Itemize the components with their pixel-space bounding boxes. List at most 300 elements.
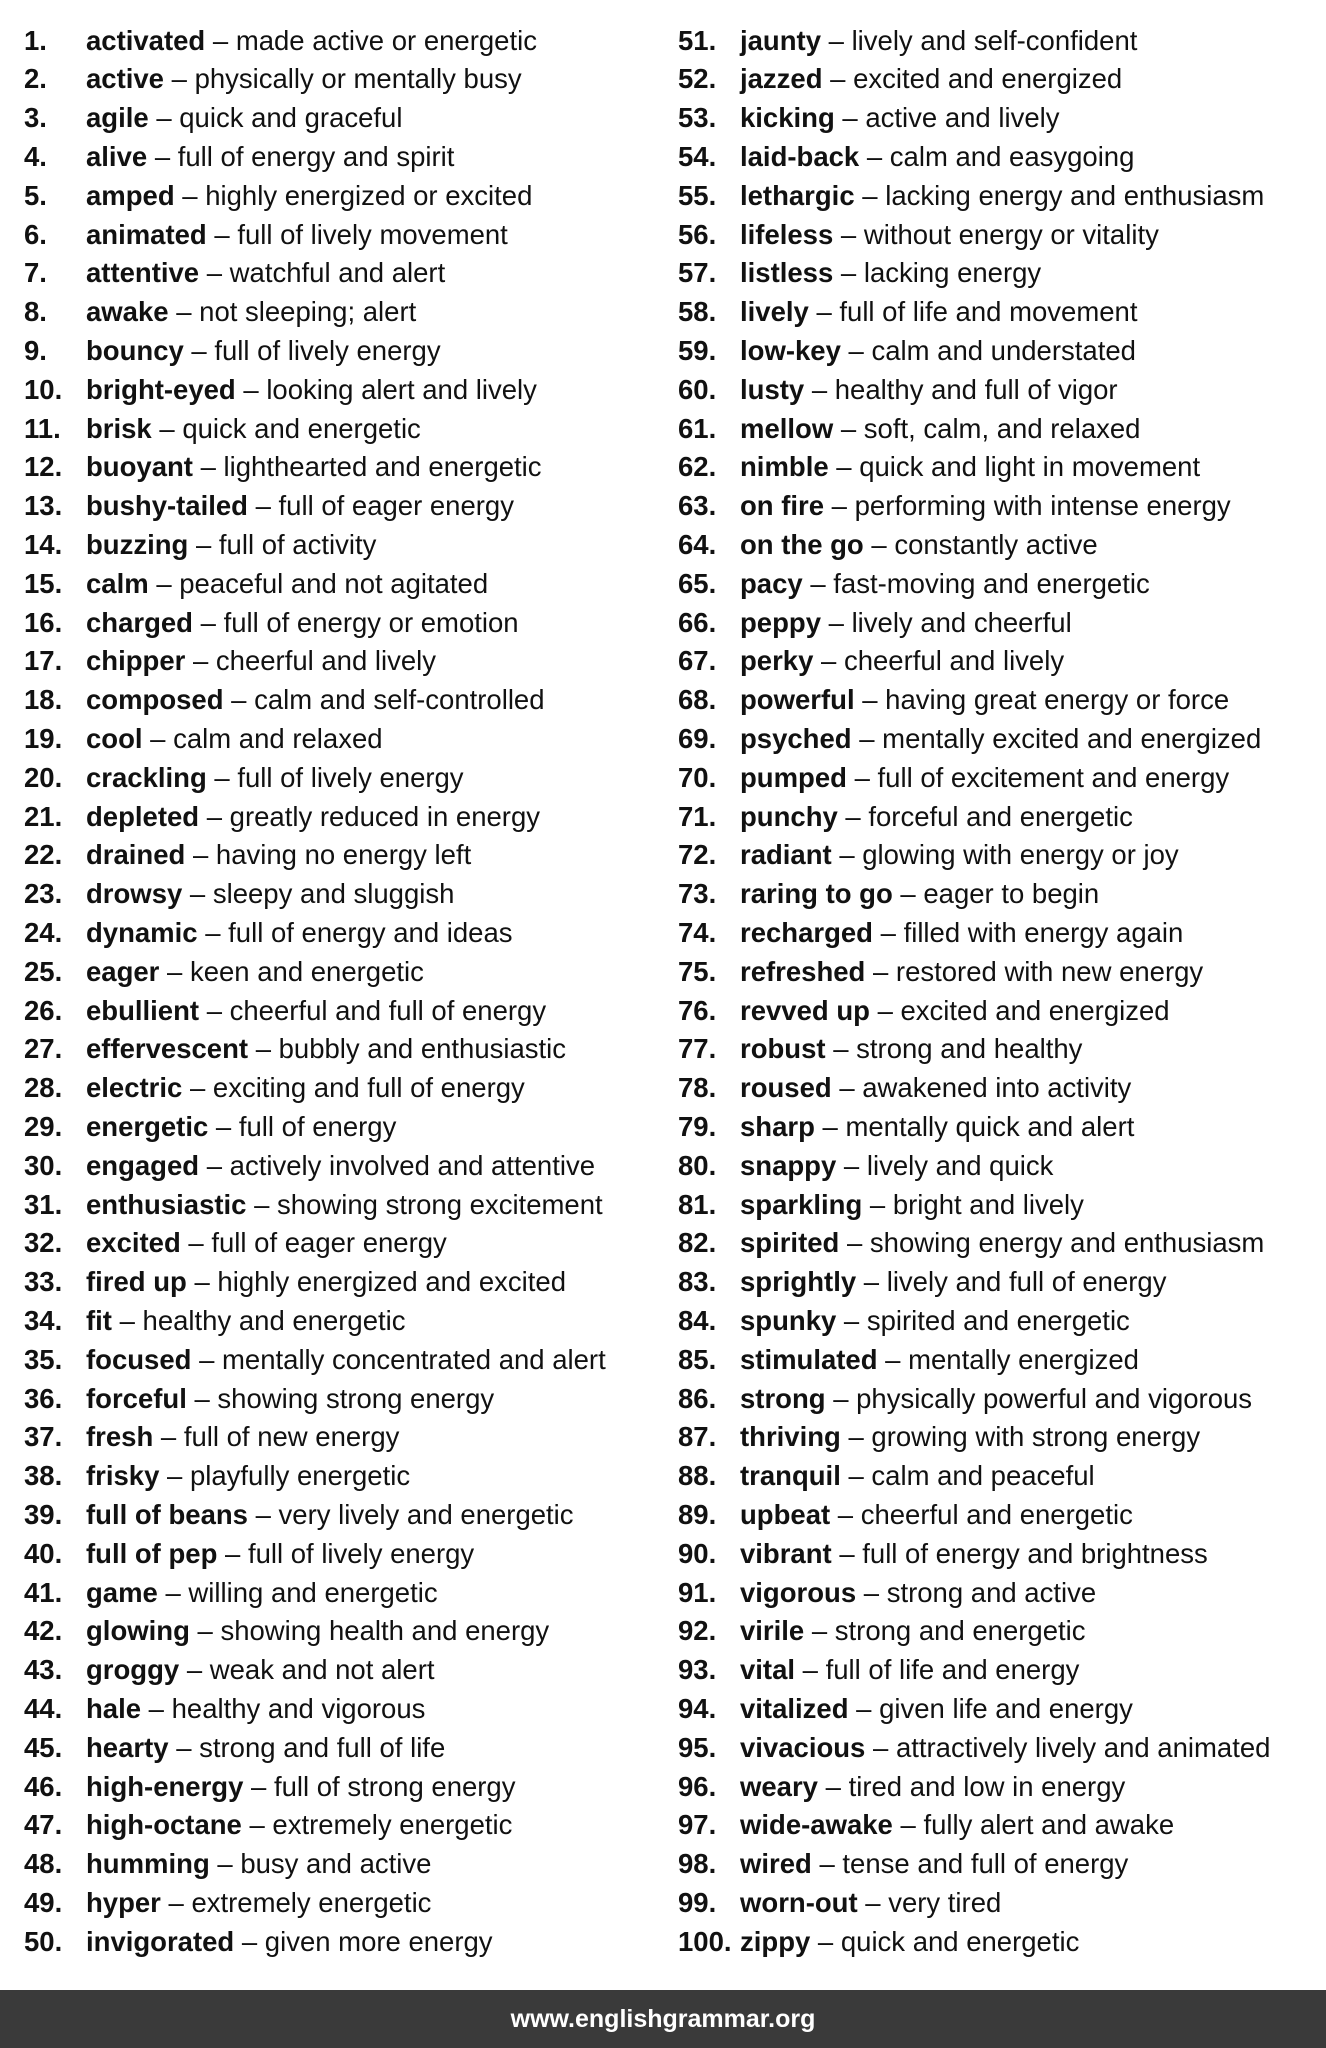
- entry-definition: strong and full of life: [199, 1731, 446, 1763]
- entry-number: 36.: [24, 1382, 63, 1414]
- entry-definition: spirited and energetic: [866, 1304, 1130, 1336]
- entry-number: 7.: [24, 257, 47, 289]
- entry-number: 53.: [678, 102, 717, 134]
- entry-word: hearty: [86, 1731, 169, 1763]
- entry-number: 17.: [24, 645, 63, 677]
- entry-definition: very lively and energetic: [278, 1498, 574, 1530]
- entry-number: 58.: [678, 296, 717, 328]
- entry-word: active: [86, 63, 164, 95]
- list-item: [678, 913, 1318, 952]
- entry-word: zippy: [740, 1925, 811, 1957]
- entry-word: glowing: [86, 1615, 190, 1647]
- entry-word: vivacious: [740, 1731, 866, 1763]
- entry-number: 5.: [24, 179, 47, 211]
- list-item: [24, 1767, 664, 1806]
- entry-word: roused: [740, 1072, 832, 1104]
- entry-separator: –: [802, 1654, 818, 1686]
- entry-word: frisky: [86, 1460, 160, 1492]
- entry-separator: –: [859, 722, 875, 754]
- entry-number: 75.: [678, 955, 717, 987]
- entry-number: 1.: [24, 24, 47, 56]
- list-item: [24, 1883, 664, 1922]
- list-item: [24, 1146, 664, 1185]
- list-item: [24, 525, 664, 564]
- entry-word: ebullient: [86, 994, 200, 1026]
- entry-number: 55.: [678, 179, 717, 211]
- entry-number: 2.: [24, 63, 47, 95]
- entry-number: 33.: [24, 1266, 63, 1298]
- entry-definition: mentally excited and energized: [882, 722, 1262, 754]
- list-item: [678, 1263, 1318, 1302]
- entry-number: 87.: [678, 1421, 717, 1453]
- entry-separator: –: [866, 141, 883, 173]
- entry-word: hyper: [86, 1886, 161, 1918]
- entry-separator: –: [171, 63, 187, 95]
- entry-word: mellow: [740, 412, 834, 444]
- entry-separator: –: [199, 1343, 215, 1375]
- entry-word: punchy: [740, 800, 838, 832]
- entry-separator: –: [839, 1072, 855, 1104]
- entry-separator: –: [819, 1848, 835, 1880]
- entry-word: full of beans: [86, 1498, 248, 1530]
- list-item: [24, 642, 664, 681]
- entry-number: 29.: [24, 1110, 63, 1142]
- entry-definition: looking alert and lively: [266, 373, 537, 405]
- entry-number: 32.: [24, 1227, 63, 1259]
- entry-number: 24.: [24, 916, 63, 948]
- list-item: [24, 1069, 664, 1108]
- entry-number: 42.: [24, 1615, 63, 1647]
- entry-definition: forceful and energetic: [868, 800, 1133, 832]
- entry-definition: quick and graceful: [179, 102, 403, 134]
- entry-separator: –: [880, 916, 896, 948]
- list-item: [24, 719, 664, 758]
- entry-separator: –: [822, 1110, 838, 1142]
- entry-number: 18.: [24, 684, 63, 716]
- list-item: [678, 1107, 1318, 1146]
- entry-number: 73.: [678, 878, 717, 910]
- list-item: [24, 448, 664, 487]
- list-item: [678, 1456, 1318, 1495]
- entry-definition: greatly reduced in energy: [229, 800, 540, 832]
- entry-definition: sleepy and sluggish: [212, 878, 455, 910]
- entry-word: robust: [740, 1033, 826, 1065]
- list-item: [24, 1612, 664, 1651]
- entry-separator: –: [206, 800, 223, 832]
- entry-separator: –: [195, 529, 212, 560]
- entry-separator: –: [159, 412, 175, 444]
- entry-definition: eager to begin: [923, 878, 1100, 910]
- entry-word: vital: [740, 1654, 796, 1686]
- entry-number: 81.: [678, 1188, 717, 1220]
- entry-separator: –: [811, 1615, 828, 1647]
- entry-separator: –: [176, 1731, 192, 1763]
- entry-definition: showing strong energy: [217, 1382, 495, 1414]
- entry-word: fit: [86, 1304, 112, 1336]
- entry-separator: –: [863, 1266, 880, 1298]
- entry-separator: –: [154, 141, 171, 173]
- entry-definition: playfully energetic: [189, 1460, 411, 1492]
- entry-definition: lively and self-confident: [851, 24, 1138, 56]
- list-item: [678, 564, 1318, 603]
- entry-number: 48.: [24, 1848, 63, 1880]
- entry-number: 63.: [678, 490, 717, 522]
- entry-word: cool: [86, 722, 143, 754]
- entry-number: 61.: [678, 412, 717, 444]
- list-item: [678, 1573, 1318, 1612]
- list-item: [678, 21, 1318, 60]
- entry-word: powerful: [740, 684, 855, 716]
- entry-number: 26.: [24, 994, 63, 1026]
- entry-definition: full of new energy: [183, 1421, 400, 1453]
- entry-separator: –: [214, 218, 230, 250]
- entry-definition: without energy or vitality: [863, 218, 1159, 250]
- entry-definition: quick and light in movement: [859, 451, 1201, 483]
- entry-number: 9.: [24, 335, 47, 367]
- list-item: [24, 758, 664, 797]
- entry-definition: restored with new energy: [895, 955, 1204, 987]
- entry-definition: full of eager energy: [211, 1227, 447, 1259]
- entry-word: chipper: [86, 645, 186, 677]
- entry-number: 65.: [678, 567, 717, 599]
- entry-number: 88.: [678, 1460, 717, 1492]
- list-item: [678, 293, 1318, 332]
- entry-number: 74.: [678, 916, 717, 948]
- entry-word: drowsy: [86, 878, 183, 910]
- list-item: [678, 1185, 1318, 1224]
- entry-definition: full of energy or emotion: [223, 606, 519, 638]
- entry-number: 67.: [678, 645, 717, 677]
- list-item: [24, 681, 664, 720]
- list-item: [24, 409, 664, 448]
- entry-separator: –: [249, 1809, 265, 1841]
- entry-word: raring to go: [740, 878, 893, 910]
- entry-separator: –: [212, 24, 229, 56]
- entry-separator: –: [846, 1227, 863, 1259]
- list-item: [678, 487, 1318, 526]
- entry-definition: tense and full of energy: [842, 1848, 1129, 1880]
- list-item: [678, 1767, 1318, 1806]
- list-item: [24, 1689, 664, 1728]
- entry-word: engaged: [86, 1149, 200, 1181]
- list-item: [24, 913, 664, 952]
- entry-definition: calm and easygoing: [889, 141, 1135, 173]
- entry-separator: –: [816, 296, 832, 328]
- entry-word: refreshed: [740, 955, 866, 987]
- entry-number: 64.: [678, 529, 717, 560]
- entry-word: bright-eyed: [86, 373, 236, 405]
- entry-definition: exciting and full of energy: [212, 1072, 525, 1104]
- entry-word: focused: [86, 1343, 192, 1375]
- entry-definition: mentally quick and alert: [845, 1110, 1135, 1142]
- entry-definition: full of eager energy: [278, 490, 514, 522]
- list-item: [24, 1806, 664, 1845]
- entry-number: 59.: [678, 335, 717, 367]
- entry-separator: –: [165, 1576, 181, 1608]
- entry-separator: –: [843, 1304, 860, 1336]
- entry-word: listless: [740, 257, 834, 289]
- entry-definition: full of energy: [238, 1110, 397, 1142]
- list-item: [24, 1224, 664, 1263]
- list-item: [678, 525, 1318, 564]
- entry-separator: –: [255, 1033, 271, 1065]
- entry-word: revved up: [740, 994, 870, 1026]
- entry-word: eager: [86, 955, 160, 987]
- entry-number: 38.: [24, 1460, 63, 1492]
- entry-definition: lively and full of energy: [886, 1266, 1167, 1298]
- entry-word: fired up: [86, 1266, 187, 1298]
- list-item: [24, 370, 664, 409]
- entry-word: bushy-tailed: [86, 490, 248, 522]
- entry-number: 66.: [678, 606, 717, 638]
- entry-number: 23.: [24, 878, 63, 910]
- entry-number: 78.: [678, 1072, 717, 1104]
- entry-number: 6.: [24, 218, 47, 250]
- entry-definition: showing strong excitement: [277, 1188, 603, 1220]
- entry-number: 83.: [678, 1266, 717, 1298]
- list-item: [678, 836, 1318, 875]
- entry-separator: –: [836, 451, 852, 483]
- entry-definition: physically or mentally busy: [194, 63, 522, 95]
- list-item: [678, 137, 1318, 176]
- entry-separator: –: [900, 878, 916, 910]
- entry-word: invigorated: [86, 1925, 235, 1957]
- entry-number: 47.: [24, 1809, 63, 1841]
- entry-separator: –: [241, 1925, 258, 1957]
- entry-separator: –: [871, 529, 887, 560]
- entry-separator: –: [197, 1615, 213, 1647]
- entry-separator: –: [825, 1770, 841, 1802]
- entry-word: recharged: [740, 916, 873, 948]
- list-item: [24, 1340, 664, 1379]
- entry-word: activated: [86, 24, 206, 56]
- entry-definition: fast-moving and energetic: [833, 567, 1150, 599]
- entry-number: 56.: [678, 218, 717, 250]
- entry-word: enthusiastic: [86, 1188, 247, 1220]
- entry-number: 45.: [24, 1731, 63, 1763]
- entry-word: buoyant: [86, 451, 193, 483]
- entry-separator: –: [160, 1421, 177, 1453]
- entry-number: 12.: [24, 451, 63, 483]
- entry-word: charged: [86, 606, 193, 638]
- list-item: [24, 1263, 664, 1302]
- entry-separator: –: [192, 839, 209, 871]
- entry-definition: peaceful and not agitated: [179, 567, 489, 599]
- entry-word: calm: [86, 567, 149, 599]
- entry-word: composed: [86, 684, 224, 716]
- entry-number: 89.: [678, 1498, 717, 1530]
- entry-number: 3.: [24, 102, 47, 134]
- entry-separator: –: [877, 994, 893, 1026]
- entry-word: kicking: [740, 102, 835, 134]
- entry-definition: strong and energetic: [834, 1615, 1086, 1647]
- list-item: [24, 1922, 664, 1961]
- list-item: [678, 719, 1318, 758]
- entry-separator: –: [200, 606, 216, 638]
- entry-separator: –: [862, 179, 878, 211]
- entry-separator: –: [840, 412, 857, 444]
- entry-word: excited: [86, 1227, 181, 1259]
- entry-separator: –: [231, 684, 247, 716]
- entry-definition: watchful and alert: [229, 257, 446, 289]
- entry-word: fresh: [86, 1421, 154, 1453]
- entry-number: 68.: [678, 684, 717, 716]
- entry-definition: lacking energy: [863, 257, 1042, 289]
- entry-definition: weak and not alert: [209, 1654, 435, 1686]
- entry-separator: –: [833, 1382, 849, 1414]
- list-item: [24, 564, 664, 603]
- entry-number: 90.: [678, 1537, 717, 1569]
- entry-definition: bubbly and enthusiastic: [278, 1033, 567, 1065]
- list-item: [678, 1224, 1318, 1263]
- list-item: [678, 1922, 1318, 1961]
- entry-separator: –: [167, 1460, 183, 1492]
- entry-number: 22.: [24, 839, 63, 871]
- entry-definition: full of energy and spirit: [177, 141, 455, 173]
- entry-number: 41.: [24, 1576, 63, 1608]
- entry-number: 27.: [24, 1033, 63, 1065]
- entry-definition: calm and peaceful: [871, 1460, 1095, 1492]
- entry-definition: keen and energetic: [189, 955, 424, 987]
- list-item: [678, 331, 1318, 370]
- entry-number: 39.: [24, 1498, 63, 1530]
- entry-separator: –: [840, 218, 857, 250]
- entry-word: hale: [86, 1692, 142, 1724]
- entry-separator: –: [167, 955, 183, 987]
- entry-definition: having no energy left: [215, 839, 472, 871]
- list-item: [24, 1107, 664, 1146]
- entry-separator: –: [839, 839, 855, 871]
- entry-word: vigorous: [740, 1576, 857, 1608]
- entry-number: 99.: [678, 1886, 717, 1918]
- entry-word: stimulated: [740, 1343, 878, 1375]
- list-item: [678, 1418, 1318, 1457]
- list-item: [678, 1069, 1318, 1108]
- entry-word: electric: [86, 1072, 183, 1104]
- entry-number: 71.: [678, 800, 717, 832]
- word-list-column-right: [678, 21, 1318, 1961]
- entry-definition: highly energized or excited: [205, 179, 533, 211]
- entry-number: 85.: [678, 1343, 717, 1375]
- entry-word: buzzing: [86, 529, 189, 560]
- entry-definition: bright and lively: [892, 1188, 1084, 1220]
- list-item: [678, 1030, 1318, 1069]
- entry-number: 52.: [678, 63, 717, 95]
- entry-separator: –: [251, 1770, 267, 1802]
- entry-definition: attractively lively and animated: [895, 1731, 1271, 1763]
- entry-separator: –: [206, 257, 223, 289]
- list-item: [24, 254, 664, 293]
- entry-number: 35.: [24, 1343, 63, 1375]
- entry-word: depleted: [86, 800, 200, 832]
- entry-separator: –: [900, 1809, 916, 1841]
- entry-word: wired: [740, 1848, 812, 1880]
- entry-separator: –: [863, 1576, 880, 1608]
- entry-word: tranquil: [740, 1460, 841, 1492]
- entry-definition: cheerful and full of energy: [229, 994, 547, 1026]
- entry-word: laid-back: [740, 141, 860, 173]
- entry-definition: excited and energized: [853, 63, 1123, 95]
- entry-definition: tired and low in energy: [848, 1770, 1126, 1802]
- footer-url[interactable]: www.englishgrammar.org: [510, 2004, 816, 2033]
- entry-word: spunky: [740, 1304, 837, 1336]
- entry-word: low-key: [740, 335, 841, 367]
- list-item: [24, 875, 664, 914]
- entry-word: worn-out: [740, 1886, 858, 1918]
- entry-separator: –: [845, 800, 861, 832]
- entry-separator: –: [854, 761, 870, 793]
- entry-number: 31.: [24, 1188, 63, 1220]
- entry-number: 50.: [24, 1925, 63, 1957]
- entry-definition: lively and quick: [866, 1149, 1054, 1181]
- entry-number: 98.: [678, 1848, 717, 1880]
- entry-separator: –: [848, 335, 864, 367]
- entry-separator: –: [255, 1498, 271, 1530]
- list-item: [24, 1495, 664, 1534]
- entry-number: 60.: [678, 373, 717, 405]
- entry-number: 25.: [24, 955, 63, 987]
- entry-word: lethargic: [740, 179, 855, 211]
- entry-number: 77.: [678, 1033, 717, 1065]
- entry-word: peppy: [740, 606, 821, 638]
- list-item: [678, 1650, 1318, 1689]
- entry-definition: full of lively energy: [237, 761, 464, 793]
- entry-word: snappy: [740, 1149, 837, 1181]
- entry-separator: –: [206, 1149, 223, 1181]
- entry-definition: cheerful and lively: [843, 645, 1065, 677]
- entry-definition: showing health and energy: [220, 1615, 550, 1647]
- entry-definition: full of lively movement: [237, 218, 508, 250]
- entry-separator: –: [843, 1149, 860, 1181]
- entry-definition: made active or energetic: [235, 24, 537, 56]
- entry-number: 8.: [24, 296, 47, 328]
- entry-word: lively: [740, 296, 809, 328]
- entry-separator: –: [205, 916, 221, 948]
- list-item: [678, 370, 1318, 409]
- list-item: [678, 1883, 1318, 1922]
- list-item: [678, 875, 1318, 914]
- entry-separator: –: [206, 994, 222, 1026]
- list-item: [678, 176, 1318, 215]
- entry-separator: –: [872, 955, 889, 987]
- list-item: [678, 60, 1318, 99]
- entry-word: awake: [86, 296, 169, 328]
- list-item: [678, 1534, 1318, 1573]
- entry-number: 84.: [678, 1304, 717, 1336]
- entry-word: high-octane: [86, 1809, 242, 1841]
- list-item: [678, 1806, 1318, 1845]
- entry-definition: calm and understated: [871, 335, 1136, 367]
- list-item: [24, 60, 664, 99]
- entry-separator: –: [842, 102, 858, 134]
- entry-word: thriving: [740, 1421, 841, 1453]
- entry-definition: constantly active: [894, 529, 1098, 560]
- list-item: [678, 1689, 1318, 1728]
- list-item: [24, 1418, 664, 1457]
- list-item: [678, 254, 1318, 293]
- entry-number: 80.: [678, 1149, 717, 1181]
- entry-word: energetic: [86, 1110, 209, 1142]
- entry-word: strong: [740, 1382, 826, 1414]
- entry-number: 19.: [24, 722, 63, 754]
- list-item: [24, 1379, 664, 1418]
- entry-separator: –: [156, 102, 172, 134]
- entry-word: humming: [86, 1848, 210, 1880]
- entry-separator: –: [856, 1692, 872, 1724]
- entry-number: 21.: [24, 800, 63, 832]
- entry-separator: –: [200, 451, 216, 483]
- entry-number: 97.: [678, 1809, 717, 1841]
